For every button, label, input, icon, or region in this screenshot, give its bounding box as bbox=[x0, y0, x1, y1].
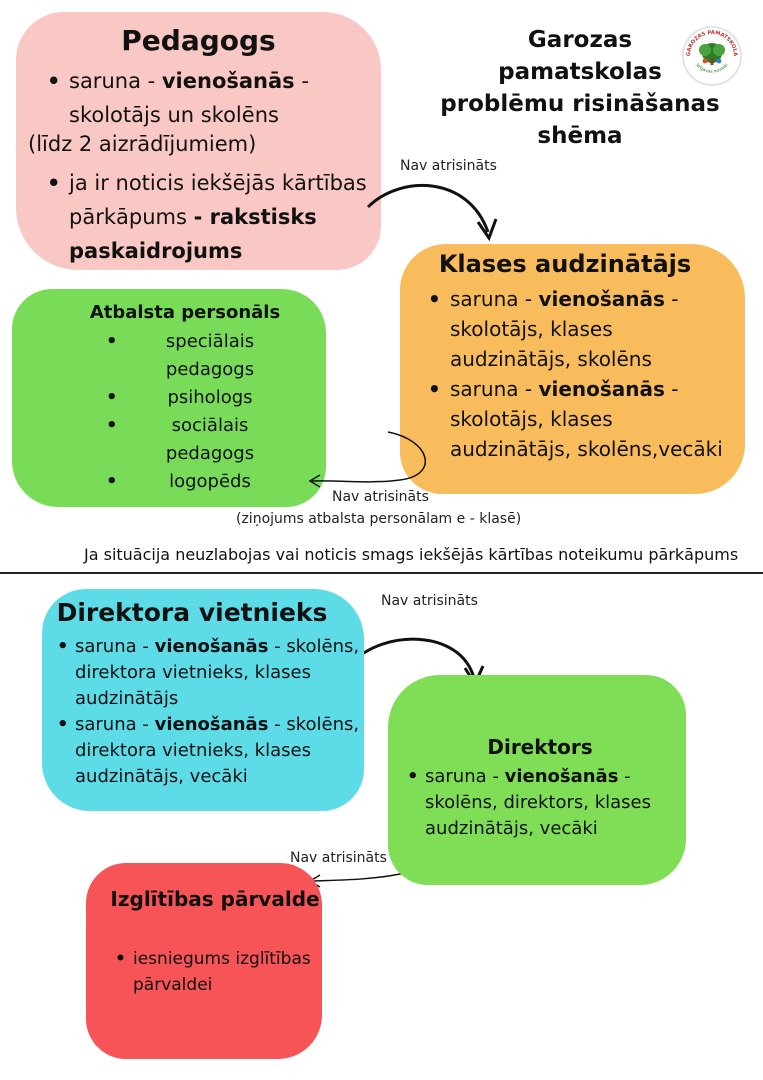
direktora-vietnieks-list bbox=[75, 634, 365, 790]
section-divider bbox=[0, 572, 763, 574]
arrow-4-label: Nav atrisināts bbox=[290, 850, 387, 866]
pedagogs-title: Pedagogs bbox=[121, 24, 276, 57]
list-item: • saruna - vienošanās - skolēns, direktora vietnieks, klases audzinātājs bbox=[75, 634, 365, 712]
arrow-2-label: Nav atrisināts bbox=[332, 489, 429, 505]
list-item: • logopēds bbox=[150, 468, 270, 496]
title-line: pamatskolas bbox=[498, 59, 662, 85]
list-item: • saruna - vienošanās - skolēns, direktors, klases audzinātājs, vecāki bbox=[425, 764, 675, 842]
izglitibas-parvalde-list bbox=[133, 946, 313, 998]
direktors-list bbox=[425, 764, 675, 842]
arrow-1-label: Nav atrisināts bbox=[400, 158, 497, 174]
izglitibas-parvalde-title: Izglītības pārvalde bbox=[110, 887, 320, 911]
svg-text:Jelgavas novads: Jelgavas novads bbox=[694, 62, 730, 75]
list-item: • sociālais pedagogs bbox=[150, 412, 270, 468]
arrow-2 bbox=[312, 432, 425, 482]
title-line: problēmu risināšanas bbox=[440, 91, 720, 117]
arrow-2-note: (ziņojums atbalsta personālam e - klasē) bbox=[236, 511, 522, 527]
arrow-3-label: Nav atrisināts bbox=[381, 593, 478, 609]
direktors-title: Direktors bbox=[487, 735, 593, 759]
title-line: shēma bbox=[537, 123, 623, 149]
escalation-note: Ja situācija neuzlabojas vai noticis smags iekšējās kārtības noteikumu pārkāpums bbox=[84, 545, 739, 564]
list-item: • ja ir noticis iekšējās kārtības pārkāpums - rakstisks paskaidrojums bbox=[69, 166, 375, 268]
list-item: • saruna - vienošanās - skolēns, direktora vietnieks, klases audzinātājs, vecāki bbox=[75, 712, 365, 790]
list-item: • speciālais pedagogs bbox=[150, 328, 270, 384]
arrow-3 bbox=[352, 639, 474, 678]
svg-text:GAROZAS PAMATSKOLA: GAROZAS PAMATSKOLA bbox=[685, 29, 739, 57]
list-item: • iesniegums izglītības pārvaldei bbox=[133, 946, 313, 998]
atbalsta-personals-title: Atbalsta personāls bbox=[89, 302, 281, 323]
pedagogs-note: (līdz 2 aizrādījumiem) bbox=[28, 132, 257, 156]
list-item: • saruna - vienošanās - skolotājs, klases audzinātājs, skolēns,vecāki bbox=[450, 374, 730, 464]
arrow-1 bbox=[368, 185, 488, 232]
klases-audzinatajs-title: Klases audzinātājs bbox=[438, 250, 692, 278]
title-line: Garozas bbox=[527, 27, 633, 53]
list-item: • psihologs bbox=[150, 384, 270, 412]
direktora-vietnieks-title: Direktora vietnieks bbox=[56, 598, 328, 627]
list-item: • saruna - vienošanās - skolotājs, klases audzinātājs, skolēns bbox=[450, 284, 730, 374]
list-item: • saruna - vienošanās - skolotājs un skolēns bbox=[69, 64, 375, 132]
